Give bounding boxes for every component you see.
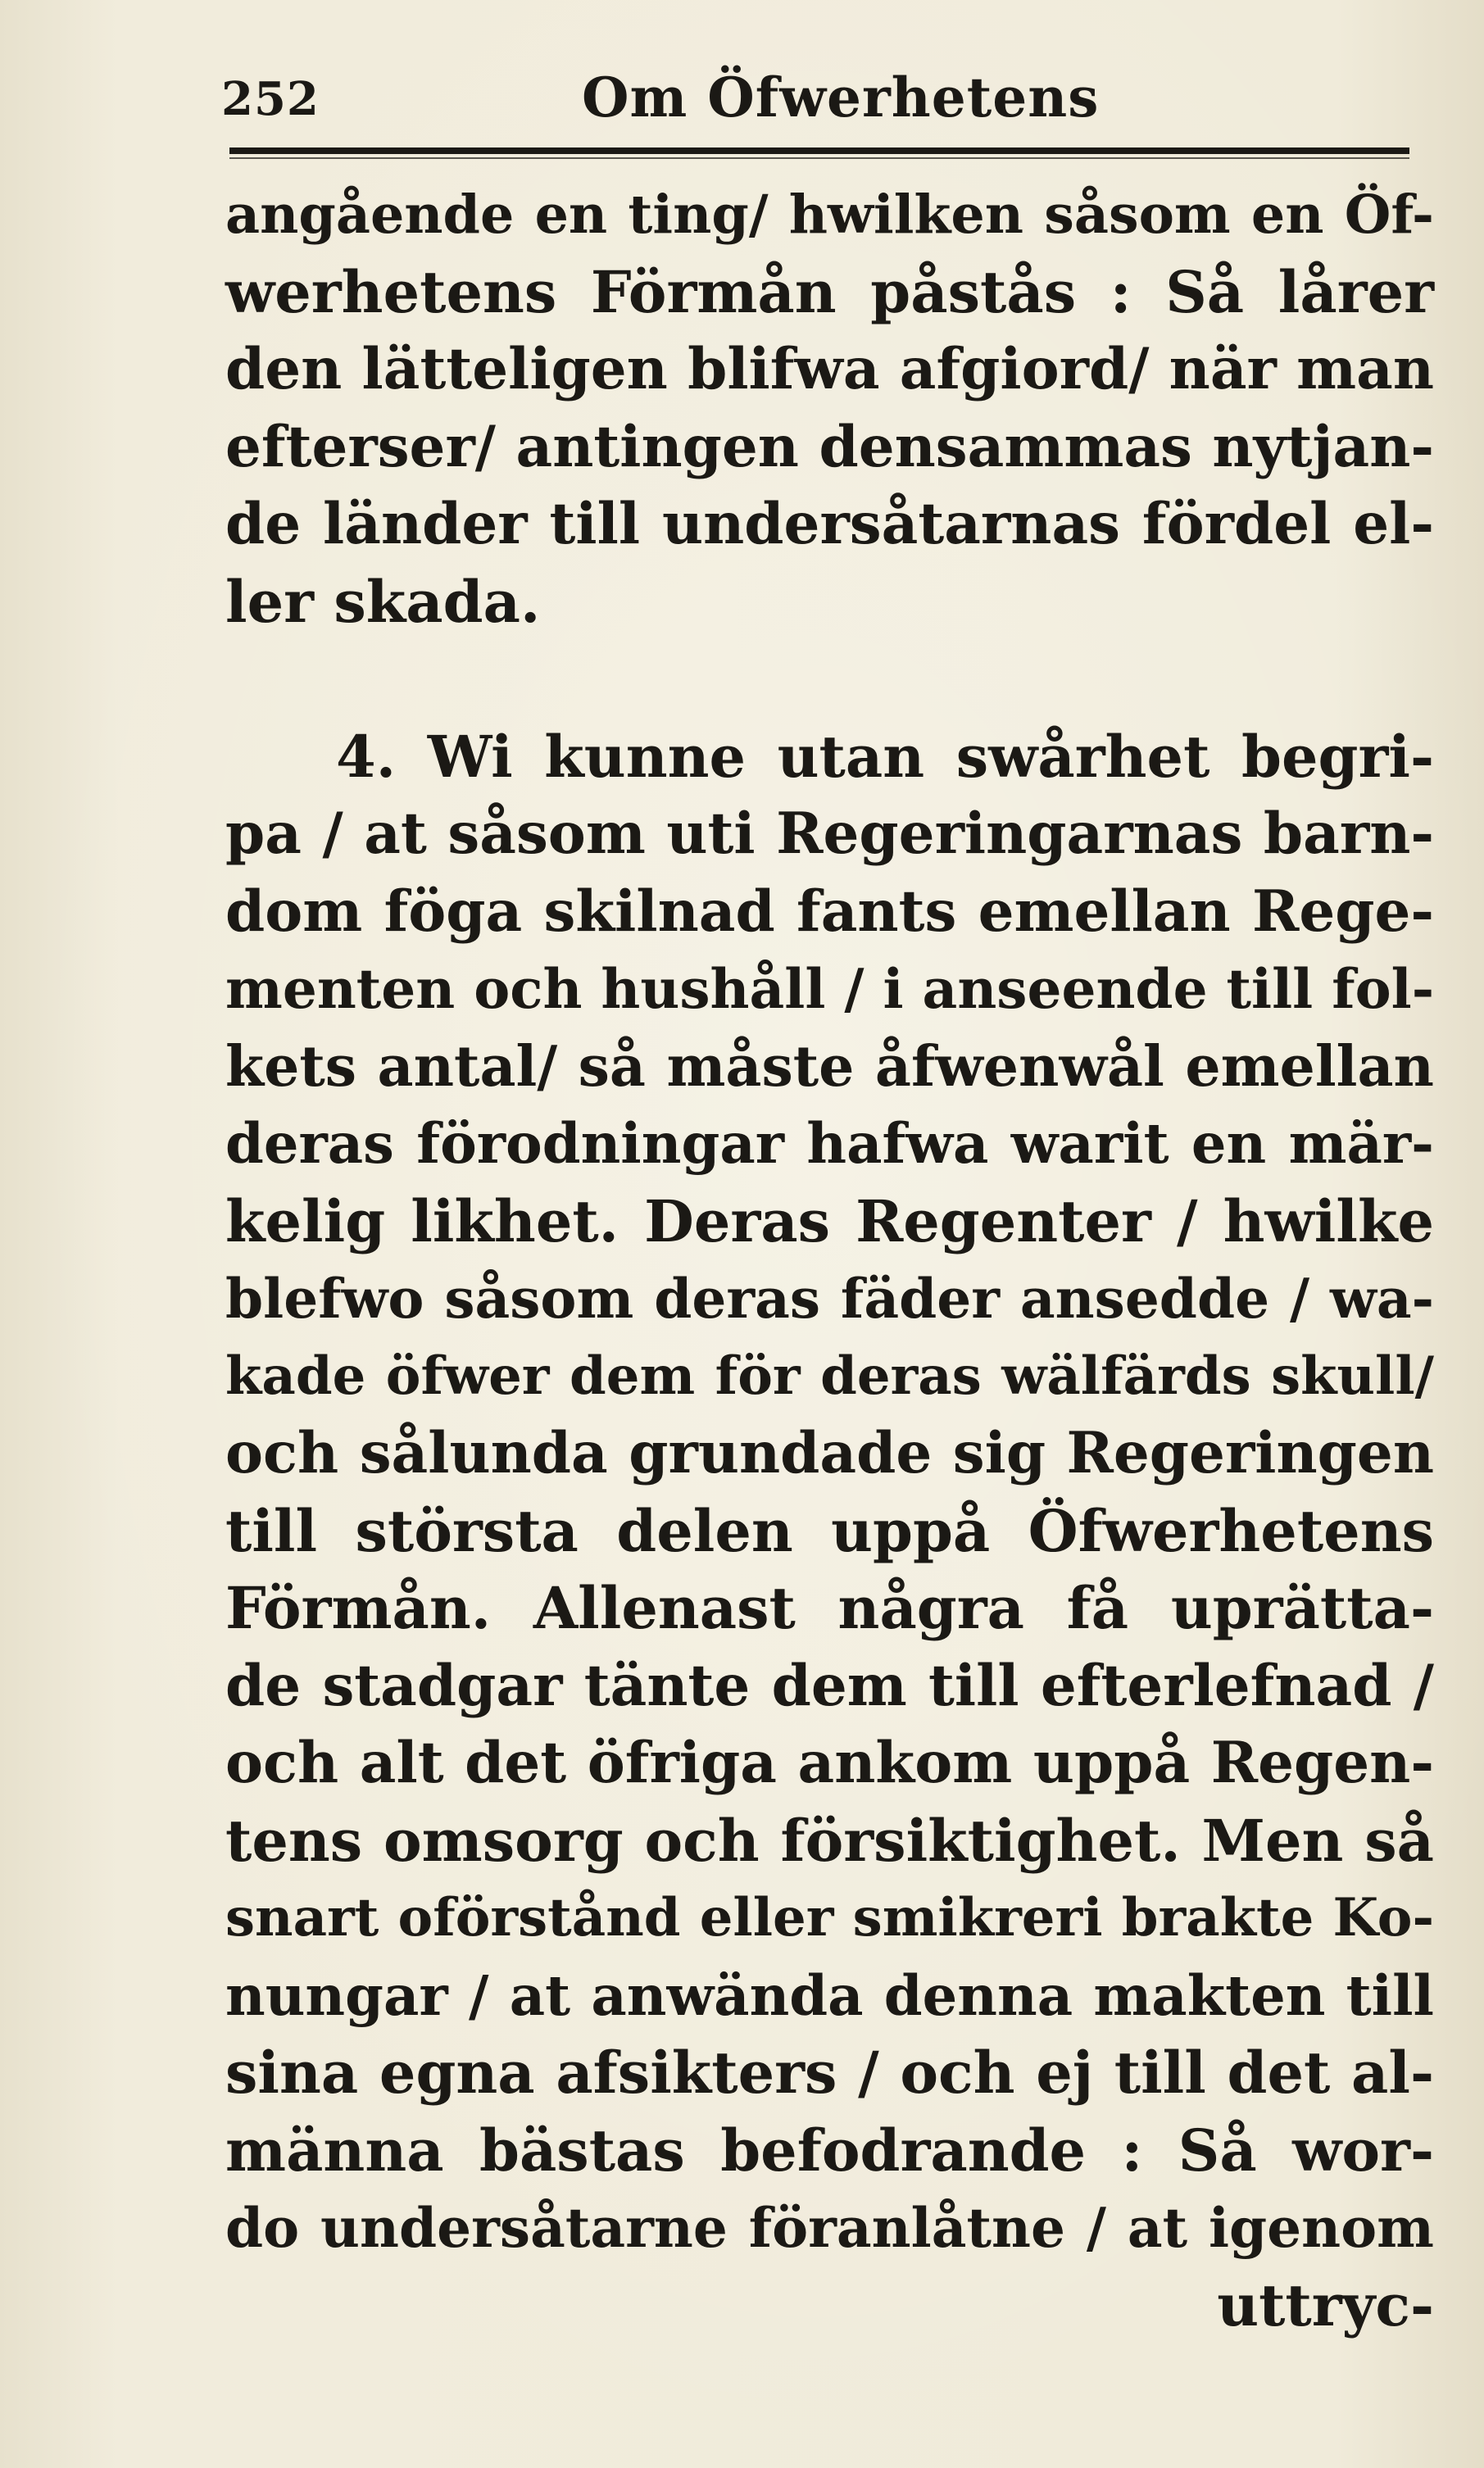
- text-line: till största delen uppå Öfwerhetens: [225, 1496, 1434, 1565]
- text-line: och sålunda grundade sig Regeringen: [225, 1420, 1434, 1486]
- text-line: deras förodningar hafwa warit en mär-: [225, 1111, 1434, 1176]
- text-line: de stadgar tänte dem till efterlefnad /: [225, 1652, 1434, 1719]
- text-line: Förmån. Allenast några få uprätta-: [225, 1574, 1434, 1642]
- text-line: blefwo såsom deras fäder ansedde / wa-: [225, 1267, 1434, 1331]
- text-line: tens omsorg och försiktighet. Men så: [225, 1806, 1434, 1875]
- text-line: pa / at såsom uti Regeringarnas barn-: [225, 801, 1434, 867]
- text-line: och alt det öfriga ankom uppå Regen-: [225, 1730, 1434, 1796]
- header-rule: [229, 147, 1409, 154]
- text-line: nungar / at anwända denna makten till: [225, 1962, 1434, 2028]
- page-header: [221, 66, 1434, 156]
- text-line: männa bästas befodrande : Så wor-: [225, 2116, 1434, 2184]
- text-line: kade öfwer dem för deras wälfärds skull/: [225, 1345, 1434, 1407]
- catchword: uttryc-: [1217, 2271, 1434, 2339]
- text-line: de länder till undersåtarnas fördel el-: [225, 491, 1434, 557]
- body-text: [225, 176, 1434, 2344]
- text-line: werhetens Förmån påstås : Så lårer: [225, 257, 1434, 326]
- paragraph-gap: [225, 641, 1434, 719]
- text-line: den lätteligen blifwa afgiord/ när man: [225, 336, 1434, 402]
- text-line: snart oförstånd eller smikreri brakte Ko-: [225, 1887, 1434, 1949]
- page-number: 252: [221, 72, 320, 126]
- text-line: ler skada.: [225, 567, 541, 636]
- text-line: kelig likhet. Deras Regenter / hwilke: [225, 1186, 1434, 1255]
- paragraph-start-line: 4. Wi kunne utan swårhet begri-: [336, 722, 1434, 791]
- text-line: sina egna afsikters / och ej till det al-: [225, 2039, 1434, 2107]
- running-title: Om Öfwerhetens: [582, 66, 1100, 129]
- text-line: efterser/ antingen densammas nytjan-: [225, 413, 1434, 480]
- text-line: do undersåtarne föranlåtne / at igenom: [225, 2196, 1434, 2260]
- text-line: kets antal/ så måste åfwenwål emellan: [225, 1033, 1434, 1100]
- text-line: menten och hushåll / i anseende till fol-: [225, 957, 1435, 1021]
- text-line: dom föga skilnad fants emellan Rege-: [225, 878, 1434, 945]
- text-line: angående en ting/ hwilken såsom en Öf-: [225, 184, 1434, 246]
